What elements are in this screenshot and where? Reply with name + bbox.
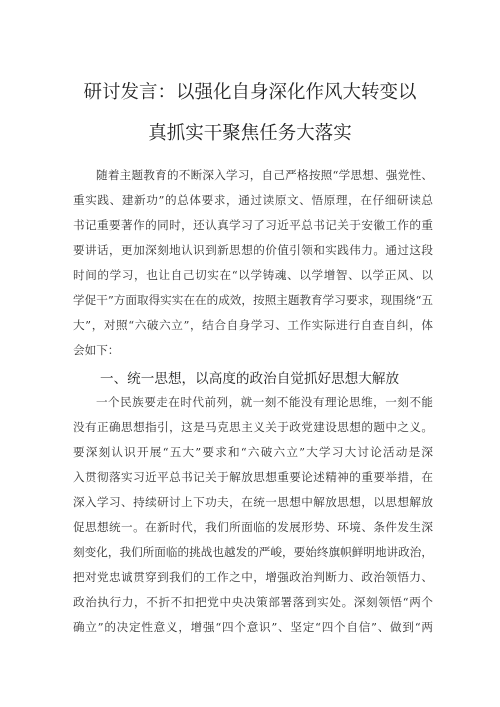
document-title-line-2: 真抓实干聚焦任务大落实 [148,123,352,144]
intro-line: 时间的学习，也让自己切实在“以学铸魂、以学增智、以学正风、以 [73,268,433,282]
intro-line: 随着主题教育的不断深入学习，自己严格按照“学思想、强党性、 [96,168,433,182]
section-line: 要深刻认识开展“五大”要求和“六破六立”大学习大讨论活动是深 [73,445,433,459]
section-line: 入贯彻落实习近平总书记关于解放思想重要论述精神的重要举措，在 [73,470,433,484]
intro-line: 重实践、建新功”的总体要求，通过读原文、悟原理，在仔细研读总 [73,193,433,207]
intro-line: 学促干”方面取得实实在在的成效，按照主题教育学习要求，现围绕“五 [73,293,433,307]
section-line: 一个民族要走在时代前列，就一刻不能没有理论思维，一刻不能 [96,395,433,409]
section-line: 没有正确思想指引，这是马克思主义关于政党建设思想的题中之义。 [73,420,433,434]
intro-line: 会如下： [73,343,120,357]
document-title-line-1: 研讨发言：以强化自身深化作风大转变以 [83,82,417,103]
section-line: 确立”的决定性意义，增强“四个意识”、坚定“四个自信”、做到“两 [73,620,433,634]
intro-line: 大”，对照“六破六立”，结合自身学习、工作实际进行自查自纠，体 [73,318,433,332]
intro-line: 要讲话，更加深刻地认识到新思想的价值引领和实践伟力。通过这段 [73,243,433,257]
section-line: 深入学习、持续研讨上下功夫，在统一思想中解放思想，以思想解放 [73,495,433,509]
intro-line: 书记重要著作的同时，还认真学习了习近平总书记关于安徽工作的重 [73,218,433,232]
section-line: 政治执行力，不折不扣把党中央决策部署落到实处。深刻领悟“两个 [73,595,433,609]
section-line: 把对党忠诚贯穿到我们的工作之中，增强政治判断力、政治领悟力、 [73,570,433,584]
section-line: 促思想统一。在新时代，我们所面临的发展形势、环境、条件发生深 [73,520,433,534]
section-line: 刻变化，我们所面临的挑战也越发的严峻，要始终旗帜鲜明地讲政治， [73,545,433,559]
section-heading: 一、统一思想，以高度的政治自觉抓好思想大解放 [100,371,400,387]
